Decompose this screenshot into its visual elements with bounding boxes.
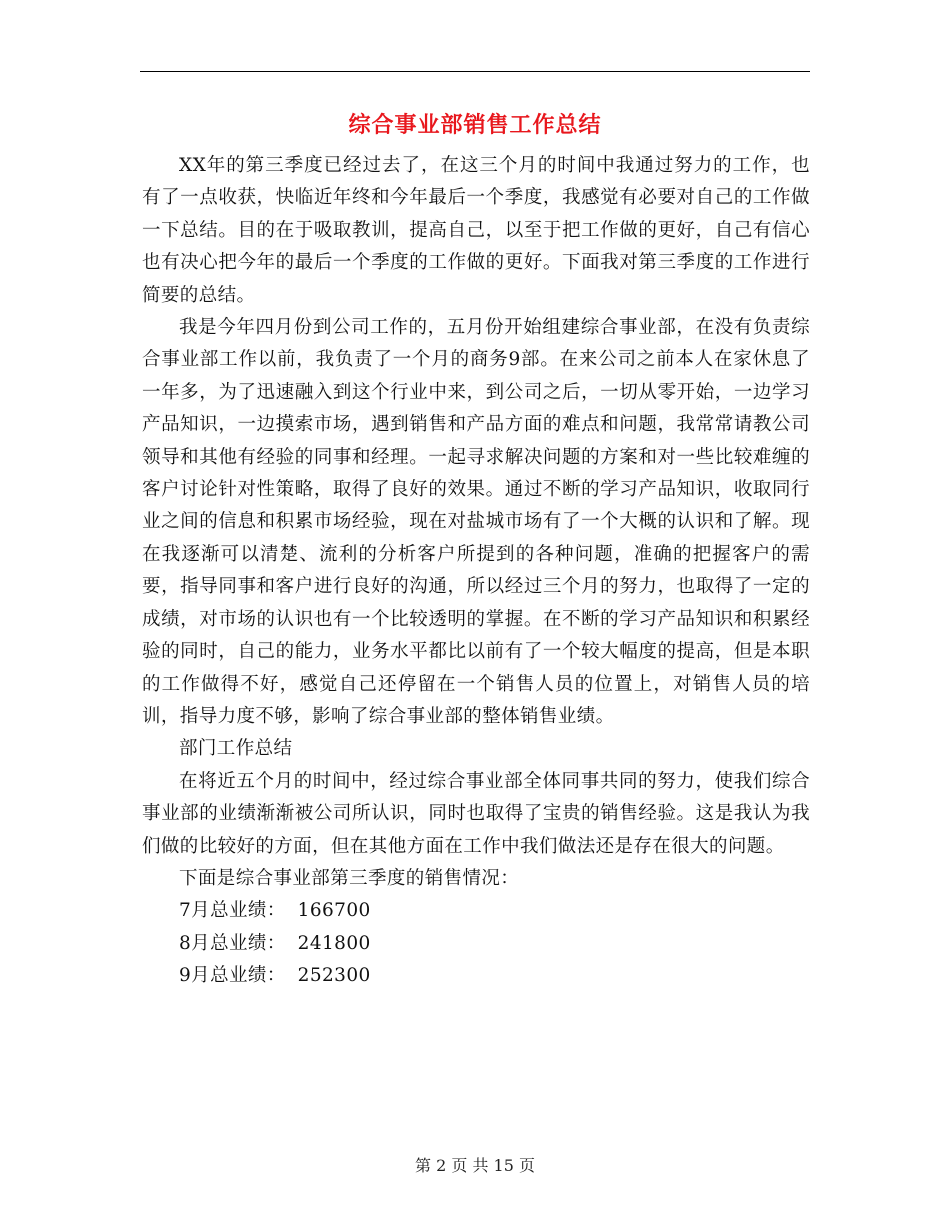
sales-label: 7月总业绩： <box>179 900 286 922</box>
sales-label: 9月总业绩： <box>179 965 286 987</box>
sales-intro: 下面是综合事业部第三季度的销售情况： <box>179 867 520 889</box>
paragraph-department-summary: 在将近五个月的时间中，经过综合事业部全体同事共同的努力，使我们综合事业部的业绩渐渐被公司所认识，同时也取得了宝贵的销售经验。这是我认为我们做的比较好的方面，但在其他方面在工作中我们做法还是存在很大的问题。 <box>142 770 810 857</box>
header-rule <box>140 71 810 72</box>
sales-value: 166700 <box>297 900 371 922</box>
sales-value: 241800 <box>297 932 371 954</box>
paragraph-personal-summary: 我是今年四月份到公司工作的，五月份开始组建综合事业部，在没有负责综合事业部工作以前，我负责了一个月的商务9部。在来公司之前本人在家休息了一年多，为了迅速融入到这个行业中来，到公司之后，一切从零开始，一边学习产品知识，一边摸索市场，遇到销售和产品方面的难点和问题，我常常请教公司领导和其他有经验的同事和经理。一起寻求解决问题的方案和对一些比较难缠的客户讨论针对性策略，取得了良好的效果。通过不断的学习产品知识，收取同行业之间的信息和积累市场经验，现在对盐城市场有了一个大概的认识和了解。现在我逐渐可以清楚、流利的分析客户所提到的各种问题，准确的把握客户的需要，指导同事和客户进行良好的沟通，所以经过三个月的努力，也取得了一定的成绩，对市场的认识也有一个比较透明的掌握。在不断的学习产品知识和积累经验的同时，自己的能力，业务水平都比以前有了一个较大幅度的提高，但是本职的工作做得不好，感觉自己还停留在一个销售人员的位置上，对销售人员的培训，指导力度不够，影响了综合事业部的整体销售业绩。 <box>142 317 810 727</box>
sales-row-september <box>142 960 810 992</box>
document-body <box>142 150 810 993</box>
section-heading: 部门工作总结 <box>179 738 293 760</box>
document-title: 综合事业部销售工作总结 <box>348 112 602 138</box>
sales-value: 252300 <box>297 965 371 987</box>
sales-label: 8月总业绩： <box>179 932 286 954</box>
sales-row-july <box>142 895 810 927</box>
page-number: 第 2 页 共 15 页 <box>415 1156 535 1175</box>
paragraph-intro: XX年的第三季度已经过去了，在这三个月的时间中我通过努力的工作，也有了一点收获，快临近年终和今年最后一个季度，我感觉有必要对自己的工作做一下总结。目的在于吸取教训，提高自己，以至于把工作做的更好，自己有信心也有决心把今年的最后一个季度的工作做的更好。下面我对第三季度的工作进行简要的总结。 <box>142 155 810 306</box>
sales-row-august <box>142 928 810 960</box>
